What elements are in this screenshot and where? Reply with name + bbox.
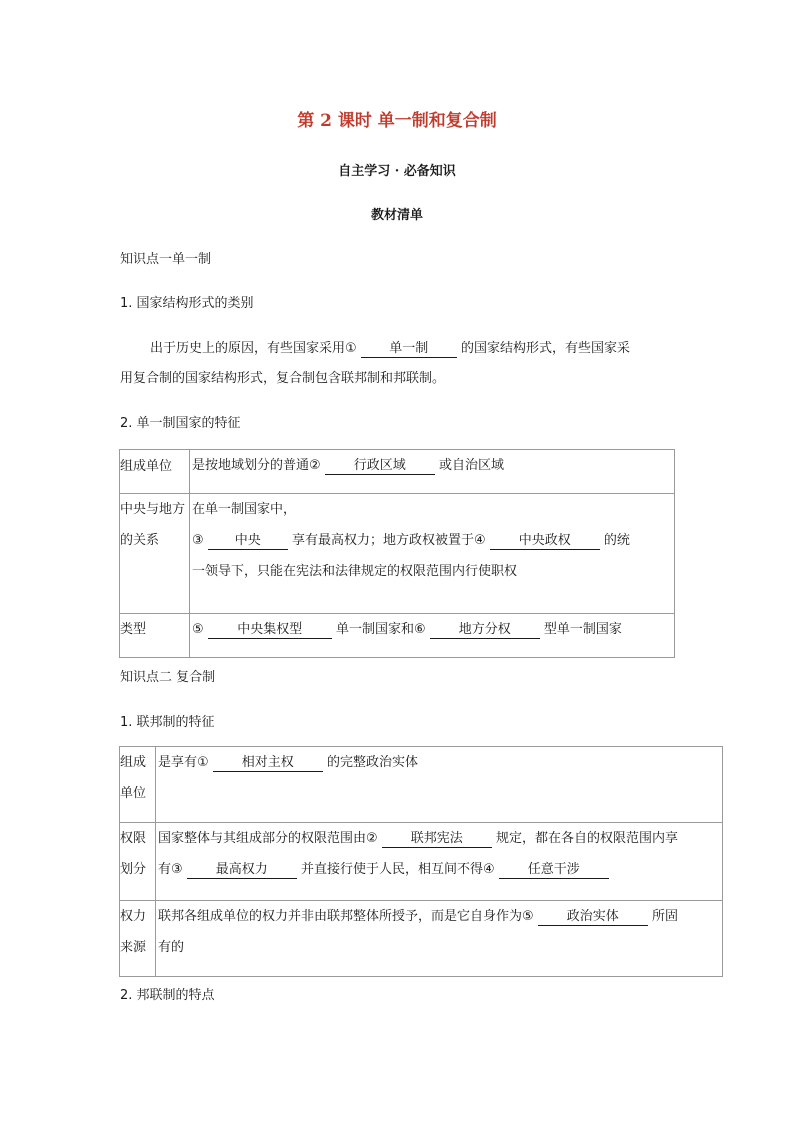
answer-blank: 单一制 [361,341,457,358]
table-row [120,614,675,658]
answer-blank: 联邦宪法 [382,831,492,848]
kp1-item2-title: 2. 单一制国家的特征 [120,416,241,431]
answer-blank: 相对主权 [213,755,323,772]
kp1-paragraph-line1: 出于历史上的原因，有些国家采用① 单一制 的国家结构形式，有些国家采 [150,341,630,356]
row-label: 权限 划分 [120,823,156,901]
knowledge-point-2-title: 知识点二 复合制 [120,670,216,685]
kp2-item1-title: 1. 联邦制的特征 [120,715,215,730]
answer-blank: 政治实体 [538,909,648,926]
kp1-paragraph-line2: 用复合制的国家结构形式，复合制包含联邦制和邦联制。 [120,371,446,386]
kp2-item2-title: 2. 邦联制的特点 [120,988,215,1003]
row-content: 是享有① 相对主权 的完整政治实体 [156,747,723,823]
answer-blank: 行政区域 [325,458,435,475]
section-heading: 自主学习 · 必备知识 [338,164,456,179]
row-label: 组成 单位 [120,747,156,823]
answer-blank: 最高权力 [187,862,297,879]
table-row [120,823,723,901]
table-row [120,450,675,494]
answer-blank: 中央政权 [490,533,600,550]
row-label: 类型 [120,614,190,658]
row-content: 国家整体与其组成部分的权限范围由② 联邦宪法 规定，都在各自的权限范围内享 有③ 最高权力 并直接行使于人民，相互间不得④ 任意干涉 [156,823,723,901]
row-label: 组成单位 [120,450,190,494]
row-label: 中央与地方 的关系 [120,494,190,614]
answer-blank: 中央 [208,533,288,550]
kp1-item1-title: 1. 国家结构形式的类别 [120,296,254,311]
federal-features-table [119,746,723,977]
row-content: 是按地域划分的普通② 行政区域 或自治区域 [190,450,675,494]
page-title: 第 2 课时 单一制和复合制 [297,111,497,131]
answer-blank: 地方分权 [430,622,540,639]
row-content: 在单一制国家中， ③ 中央 享有最高权力；地方政权被置于④ 中央政权 的统 一领导下，只能在宪法和法律规定的权限范围内行使职权 [190,494,675,614]
sub-heading: 教材清单 [370,208,423,223]
answer-blank: 任意干涉 [499,862,609,879]
unitary-features-table [119,449,675,658]
row-label: 权力 来源 [120,901,156,977]
answer-blank: 中央集权型 [208,622,332,639]
table-row [120,747,723,823]
table-row [120,901,723,977]
knowledge-point-1-title: 知识点一单一制 [120,252,212,267]
row-content: 联邦各组成单位的权力并非由联邦整体所授予，而是它自身作为⑤ 政治实体 所固 有的 [156,901,723,977]
table-row [120,494,675,614]
row-content: ⑤ 中央集权型 单一制国家和⑥ 地方分权 型单一制国家 [190,614,675,658]
